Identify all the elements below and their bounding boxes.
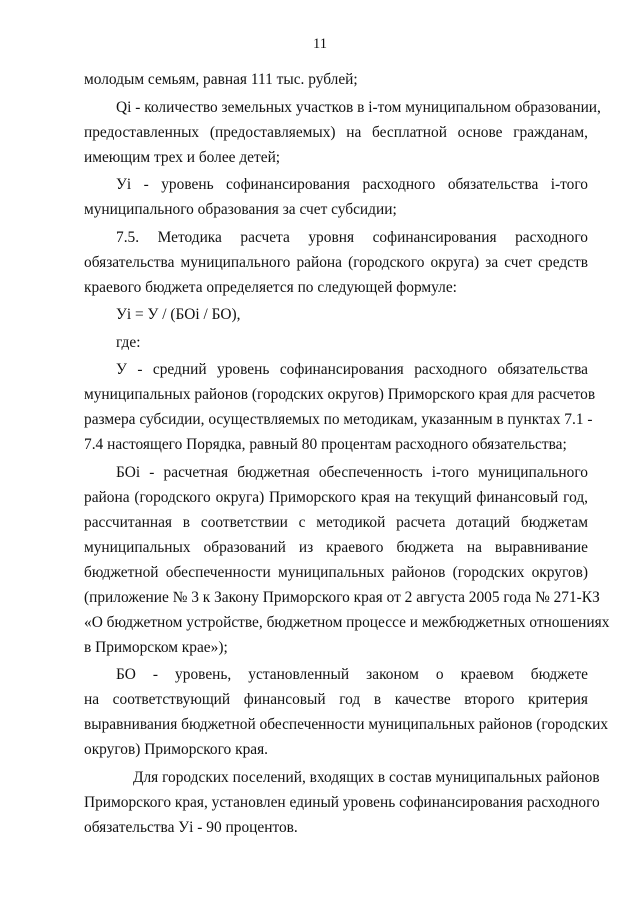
text-line: 7.4 настоящего Порядка, равный 80 процентам расходного обязательства; [84, 436, 567, 453]
text-line: Приморского края, установлен единый уровень софинансирования расходного [84, 793, 600, 811]
text-line: где: [116, 333, 141, 351]
text-line: муниципальных образований из краевого бюджета на выравнивание [84, 538, 588, 556]
text-line: БО - уровень, установленный законом о краевом бюджете [116, 666, 588, 683]
text-line: района (городского округа) Приморского края на текущий финансовый год, [84, 488, 588, 506]
page-number: 11 [313, 36, 327, 52]
text-line: на соответствующий финансовый год в качестве второго критерия [84, 691, 588, 708]
text-line: бюджетной обеспеченности муниципальных районов (городских округов) [84, 563, 588, 581]
text-line: округов) Приморского края. [84, 741, 269, 758]
text-line: У - средний уровень софинансирования расходного обязательства [116, 361, 588, 378]
text-line: БОi - расчетная бюджетная обеспеченность i-того муниципального [116, 463, 588, 481]
text-line: Qi - количество земельных участков в i-том муниципальном образовании, [116, 98, 601, 116]
text-line: Для городских поселений, входящих в состав муниципальных районов [133, 768, 600, 786]
text-line: обязательства муниципального района (городского округа) за счет средств [84, 253, 588, 271]
text-line: 7.5. Методика расчета уровня софинансирования расходного [116, 228, 588, 246]
text-line: (приложение № 3 к Закону Приморского края от 2 августа 2005 года № 271-КЗ [84, 588, 600, 606]
text-line: предоставленных (предоставляемых) на бесплатной основе гражданам, [84, 123, 588, 141]
document-body [84, 67, 610, 840]
text-line: молодым семьям, равная 111 тыс. рублей; [84, 71, 358, 88]
text-line: обязательства Уi - 90 процентов. [84, 818, 298, 836]
text-line: имеющим трех и более детей; [84, 148, 281, 166]
text-line: рассчитанная в соответствии с методикой расчета дотаций бюджетам [84, 513, 588, 531]
formula-line: Уi = У / (БОi / БО), [116, 306, 241, 323]
text-line: выравнивания бюджетной обеспеченности муниципальных районов (городских [84, 716, 609, 733]
text-line: краевого бюджета определяется по следующей формуле: [84, 278, 457, 296]
text-line: муниципального образования за счет субсидии; [84, 201, 397, 218]
text-line: муниципальных районов (городских округов) Приморского края для расчетов [84, 386, 596, 403]
text-line: в Приморском крае»); [84, 638, 228, 656]
text-line: размера субсидии, осуществляемых по методикам, указанным в пунктах 7.1 - [84, 411, 593, 428]
text-line: «О бюджетном устройстве, бюджетном процессе и межбюджетных отношениях [84, 613, 610, 631]
text-line: Уi - уровень софинансирования расходного обязательства i-того [116, 176, 588, 193]
